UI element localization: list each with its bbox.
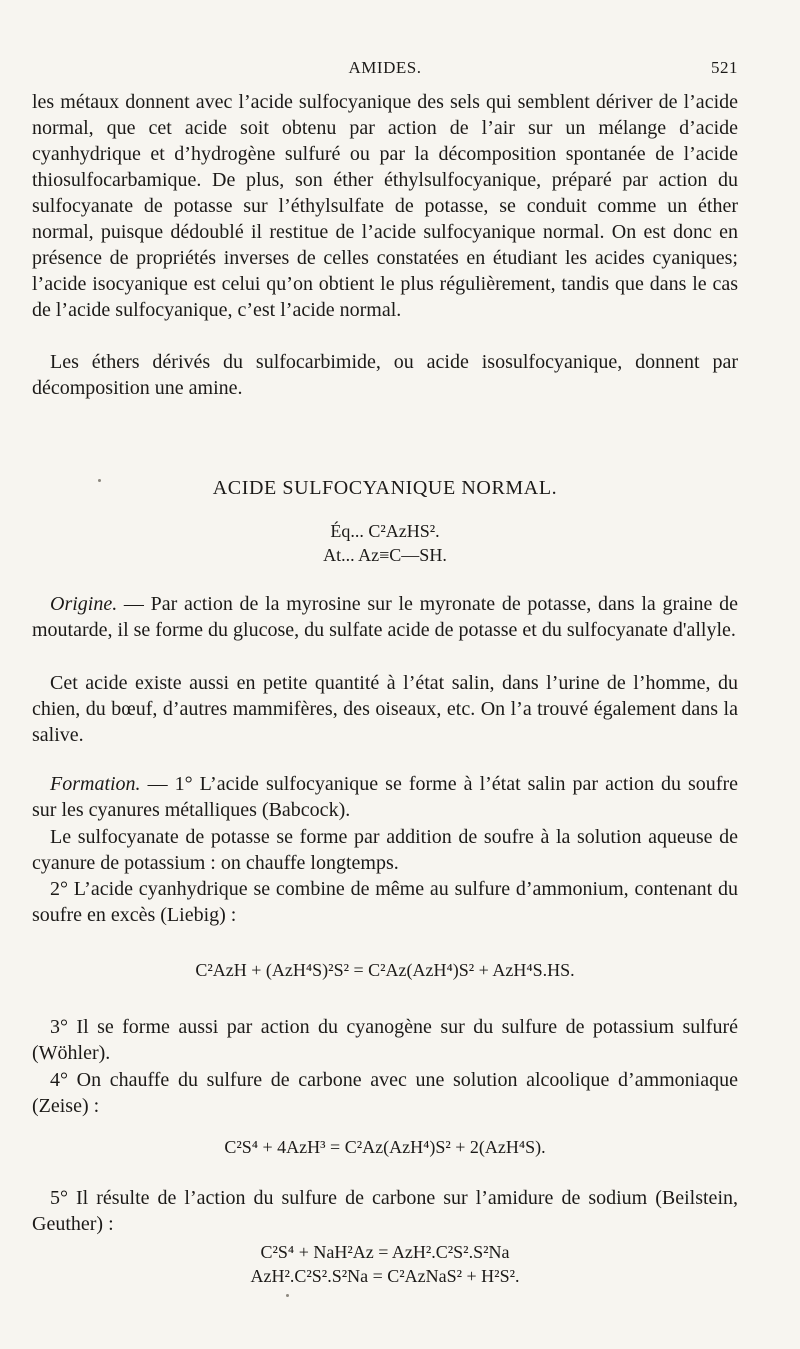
paragraph-presence: Cet acide existe aussi en petite quantité à l’état salin, dans l’urine de l’homme, du chien, du bœuf, d’autres mammifères, des oiseaux, etc. On l’a trouvé également dans la salive. — [32, 672, 738, 746]
paragraph-wohler: 3° Il se forme aussi par action du cyanogène sur du sulfure de potassium sulfuré (Wöhler). — [32, 1016, 738, 1064]
equation-1: C²AzH + (AzH⁴S)²S² = C²Az(AzH⁴)S² + AzH⁴S.HS. — [195, 960, 575, 980]
formation-label: Formation. — [50, 773, 141, 795]
paragraph-main: les métaux donnent avec l’acide sulfocyanique des sels qui semblent dériver de l’acide normal, que cet acide soit obtenu par action de l’air sur un mélange d’acide cyanhydrique et d’hydrogène sulfuré ou par la décomposition spontanée de l’acide thiosulfocarbamique. De plus, son éther éthylsulfocyanique, préparé par action du sulfocyanate de potasse sur l’éthylsulfate de potasse, se conduit comme un éther normal, puisque dédoublé il restitue de l’acide sulfocyanique normal. On est donc en présence de propriétés inverses de celles constatées en étudiant les acides cyaniques; l’acide isocyanique est celui qu’on obtient le plus régulièrement, tandis que dans le cas de l’acide sulfocyanique, c’est l’acide normal. — [32, 91, 738, 321]
ink-dot — [98, 479, 101, 482]
page-number: 521 — [711, 58, 738, 77]
running-title: AMIDES. — [348, 58, 422, 77]
ink-dot — [286, 1294, 289, 1297]
paragraph-zeise: 4° On chauffe du sulfure de carbone avec une solution alcoolique d’ammoniaque (Zeise) : — [32, 1069, 738, 1117]
section-title: ACIDE SULFOCYANIQUE NORMAL. — [212, 477, 558, 499]
running-header — [32, 58, 738, 84]
equation-3: C²S⁴ + NaH²Az = AzH².C²S².S²Na — [260, 1242, 510, 1262]
origine-label: Origine. — [50, 593, 118, 615]
paragraph-origine — [32, 591, 738, 643]
formula-equivalent: Éq... C²AzHS². — [330, 521, 440, 541]
paragraph-potasse: Le sulfocyanate de potasse se forme par addition de soufre à la solution aqueuse de cyanure de potassium : on chauffe longtemps. — [32, 826, 738, 874]
paragraph-ethers: Les éthers dérivés du sulfocarbimide, ou acide isosulfocyanique, donnent par décomposition une amine. — [32, 351, 738, 399]
origine-text: — Par action de la myrosine sur le myronate de potasse, dans la graine de moutarde, il se forme du glucose, du sulfate acide de potasse et du sulfocyanate d'allyle. — [32, 593, 738, 641]
equation-2: C²S⁴ + 4AzH³ = C²Az(AzH⁴)S² + 2(AzH⁴S). — [224, 1137, 546, 1157]
equation-4: AzH².C²S².S²Na = C²AzNaS² + H²S². — [250, 1266, 520, 1286]
formula-atomic: At... Az≡C—SH. — [323, 545, 447, 565]
paragraph-beilstein: 5° Il résulte de l’action du sulfure de carbone sur l’amidure de sodium (Beilstein, Geuther) : — [32, 1187, 738, 1235]
paragraph-cyanhydrique: 2° L’acide cyanhydrique se combine de même au sulfure d’ammonium, contenant du soufre en excès (Liebig) : — [32, 878, 738, 926]
paragraph-formation — [32, 771, 738, 823]
formation-text: — 1° L’acide sulfocyanique se forme à l’état salin par action du soufre sur les cyanures métalliques (Babcock). — [32, 773, 738, 821]
